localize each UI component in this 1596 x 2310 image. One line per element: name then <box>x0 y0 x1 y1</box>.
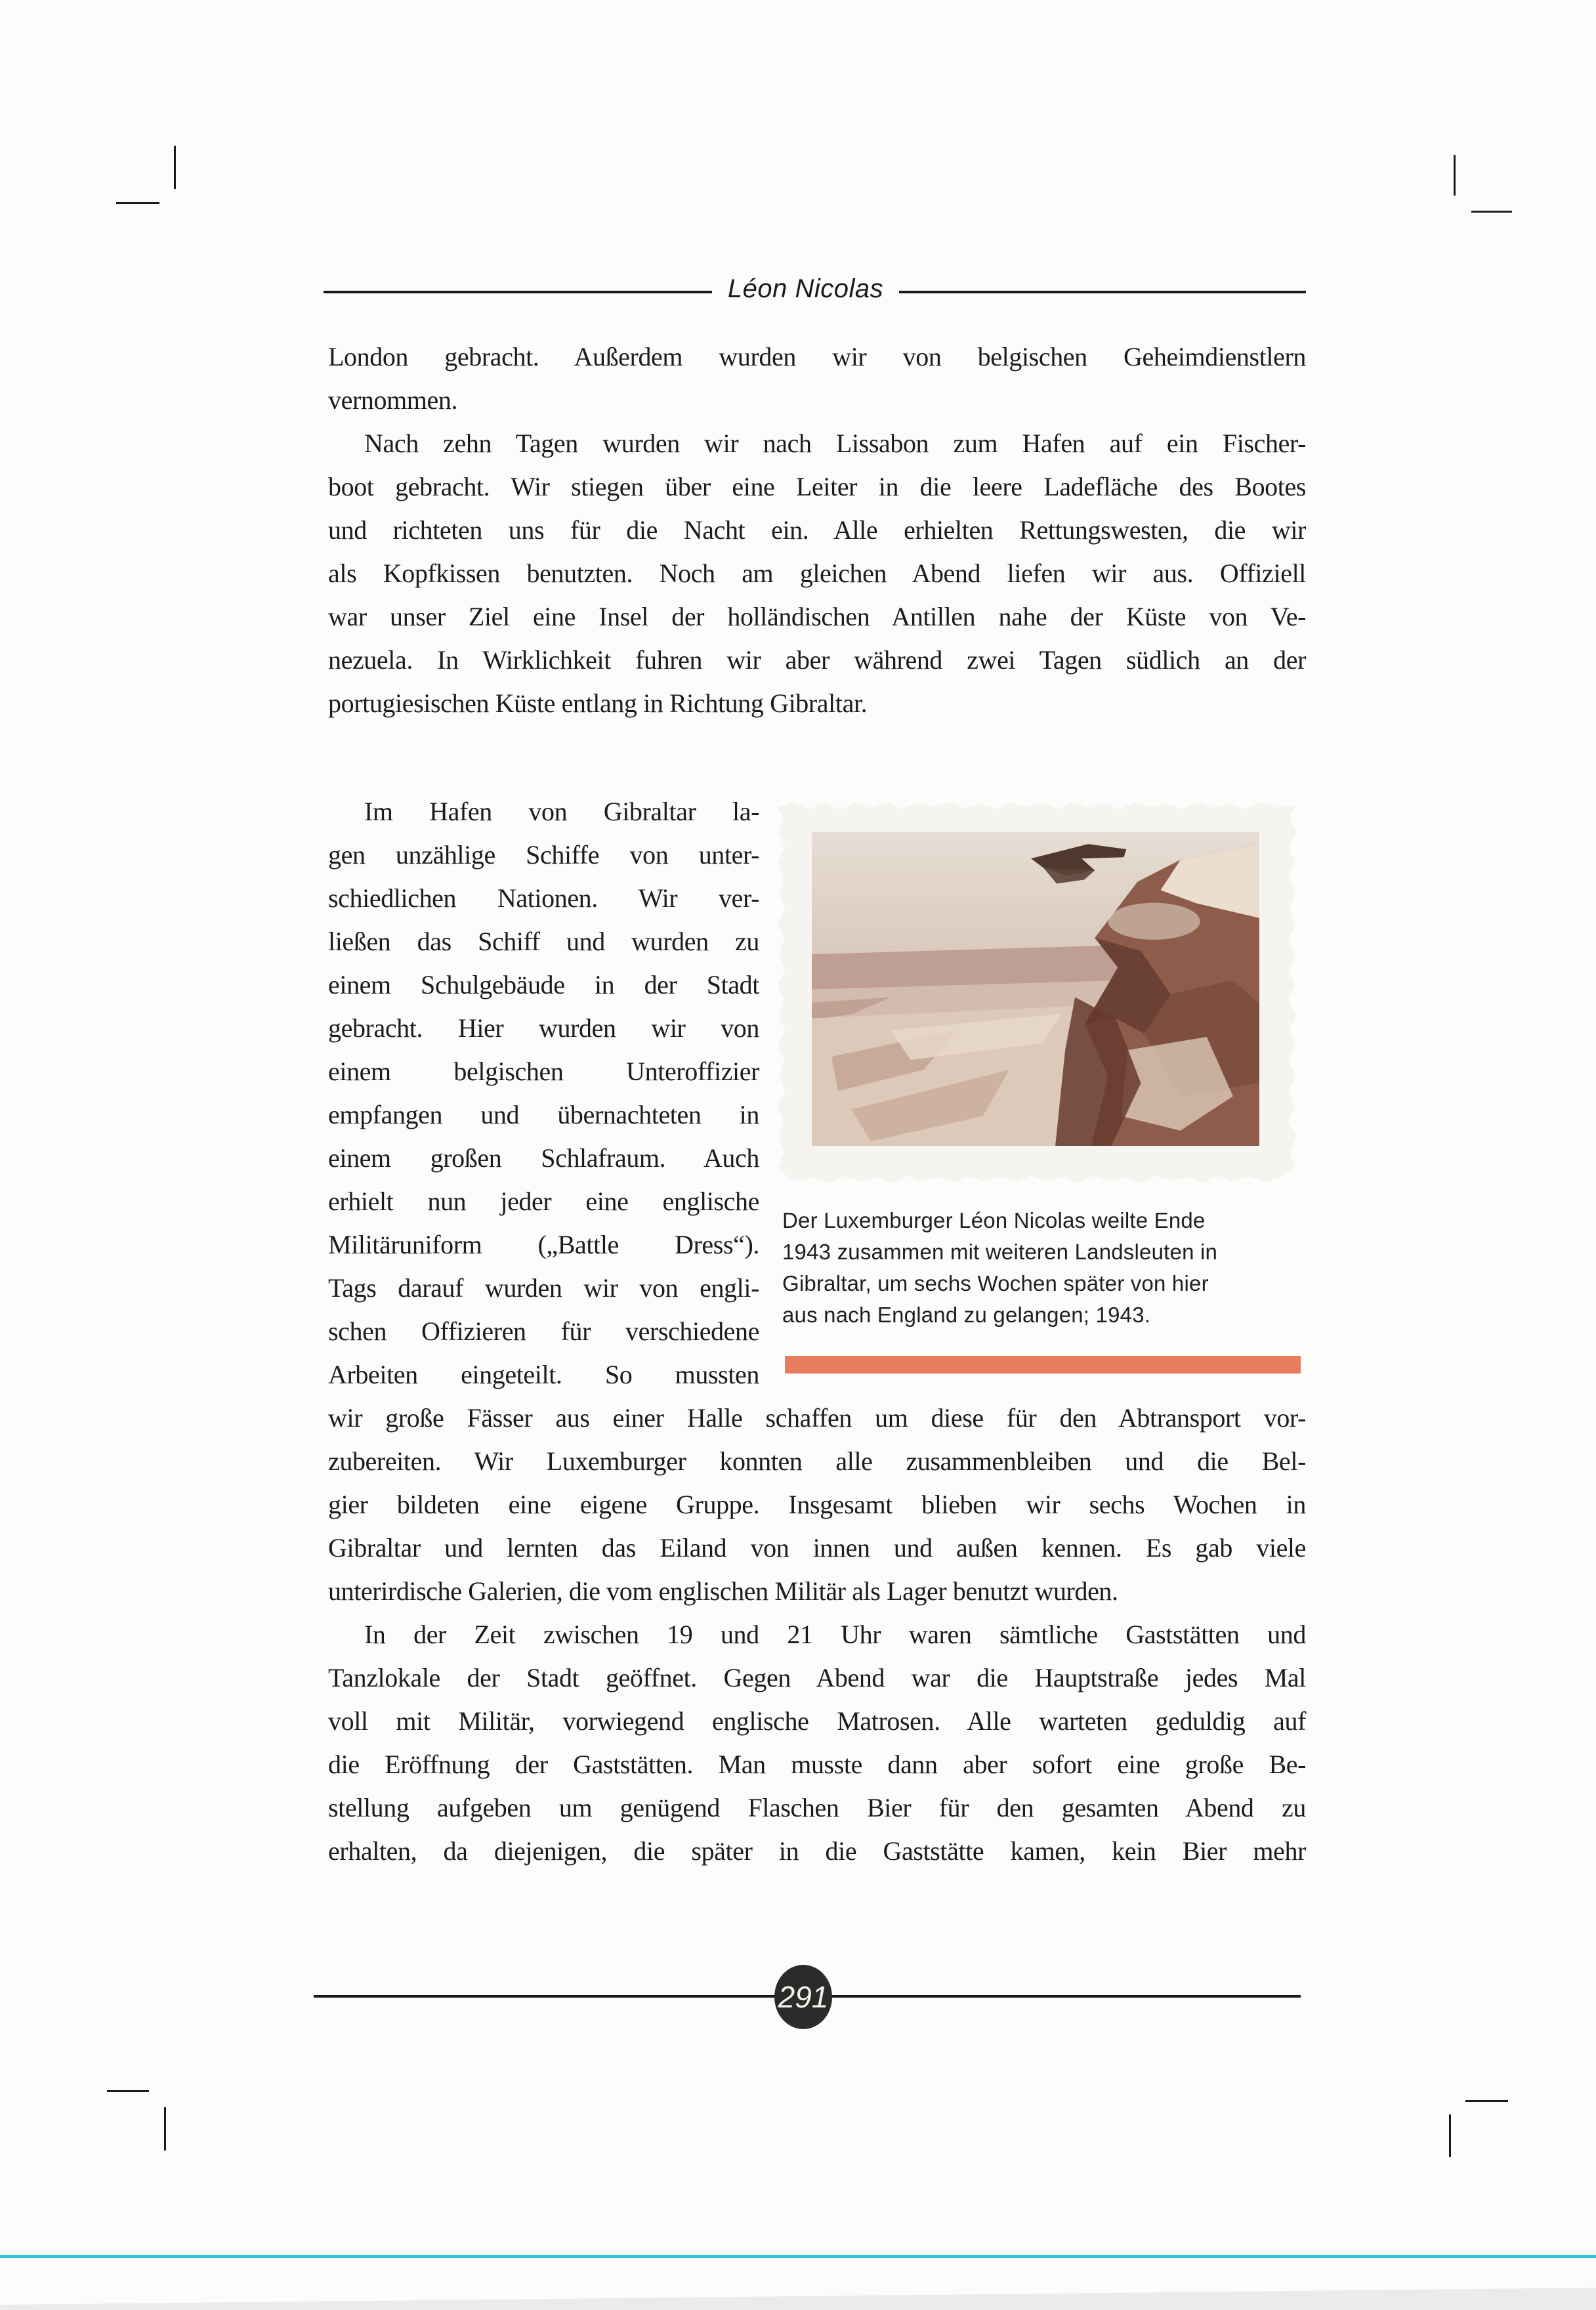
text-line: gen unzählige Schiffe von unter- <box>328 840 759 870</box>
caption-line: aus nach England zu gelangen; 1943. <box>782 1303 1151 1327</box>
text-line: unterirdische Galerien, die vom englischen Militär als Lager benutzt wurden. <box>328 1576 1118 1606</box>
text-line: einem belgischen Unteroffizier <box>328 1057 759 1086</box>
photo-frame <box>778 802 1296 1183</box>
crop-mark-bottom-left-vertical <box>164 2107 166 2151</box>
text-line: nezuela. In Wirklichkeit fuhren wir aber während zwei Tagen südlich an der <box>328 645 1306 675</box>
text-line: Arbeiten eingeteilt. So mussten <box>328 1360 759 1389</box>
crop-mark-bottom-right-vertical <box>1449 2114 1451 2157</box>
gibraltar-photo <box>812 832 1259 1146</box>
text-line: einem Schulgebäude in der Stadt <box>328 970 759 999</box>
text-line: schen Offizieren für verschiedene <box>328 1316 759 1346</box>
text-line: erhalten, da diejenigen, die später in die Gaststätte kamen, kein Bier mehr <box>328 1836 1306 1866</box>
text-line: In der Zeit zwischen 19 und 21 Uhr waren sämtliche Gaststätten und <box>364 1620 1306 1649</box>
text-line: erhielt nun jeder eine englische <box>328 1186 759 1216</box>
text-line: einem großen Schlafraum. Auch <box>328 1143 759 1173</box>
text-line: stellung aufgeben um genügend Flaschen Bier für den gesamten Abend zu <box>328 1793 1306 1822</box>
paragraph-4 <box>328 1613 1306 1873</box>
caption-line: Gibraltar, um sechs Wochen später von hier <box>782 1271 1209 1295</box>
crop-mark-bottom-left-horizontal <box>107 2090 149 2092</box>
paragraph-3-column <box>328 790 759 1396</box>
caption-line: 1943 zusammen mit weiteren Landsleuten in <box>782 1240 1218 1264</box>
text-line: war unser Ziel eine Insel der holländischen Antillen nahe der Küste von Ve- <box>328 602 1306 631</box>
text-line: Tags darauf wurden wir von engli- <box>328 1273 759 1303</box>
text-line: die Eröffnung der Gaststätten. Man musste dann aber sofort eine große Be- <box>328 1750 1306 1779</box>
accent-bar <box>785 1356 1301 1374</box>
page-number-badge <box>774 1965 832 2029</box>
text-line: ließen das Schiff und wurden zu <box>328 927 759 956</box>
header-rule-right <box>899 291 1306 293</box>
caption-line: Der Luxemburger Léon Nicolas weilte Ende <box>782 1208 1206 1232</box>
photo-haze <box>1108 903 1200 940</box>
header-rule-left <box>324 291 712 293</box>
footer-rule-left <box>314 1995 776 1998</box>
text-line: London gebracht. Außerdem wurden wir von belgischen Geheimdienstlern <box>328 342 1306 371</box>
scan-edge-shadow <box>0 2277 1596 2310</box>
text-line: Im Hafen von Gibraltar la- <box>364 797 759 826</box>
paragraph-1 <box>328 335 1306 422</box>
text-line: schiedlichen Nationen. Wir ver- <box>328 883 759 913</box>
text-line: voll mit Militär, vorwiegend englische Matrosen. Alle warteten geduldig auf <box>328 1706 1306 1736</box>
paragraph-2 <box>328 422 1306 725</box>
text-line: Tanzlokale der Stadt geöffnet. Gegen Abend war die Hauptstraße jedes Mal <box>328 1663 1306 1692</box>
text-line: Nach zehn Tagen wurden wir nach Lissabon zum Hafen auf ein Fischer- <box>364 429 1306 458</box>
crop-mark-top-right-horizontal <box>1471 211 1512 213</box>
page-number: 291 <box>778 1980 829 2014</box>
text-line: vernommen. <box>328 385 458 415</box>
text-line: portugiesischen Küste entlang in Richtung Gibraltar. <box>328 688 868 718</box>
text-line: als Kopfkissen benutzten. Noch am gleichen Abend liefen wir aus. Offiziell <box>328 558 1306 588</box>
photo-scene <box>812 832 1259 1146</box>
text-line: gier bildeten eine eigene Gruppe. Insgesamt blieben wir sechs Wochen in <box>328 1490 1306 1519</box>
photo-caption <box>782 1205 1281 1331</box>
crop-mark-top-left-vertical <box>174 146 176 189</box>
paragraph-3-full-width <box>328 1396 1306 1613</box>
text-line: und richteten uns für die Nacht ein. Alle erhielten Rettungswesten, die wir <box>328 515 1306 545</box>
page-header-title: Léon Nicolas <box>727 274 884 303</box>
scan-cyan-line <box>0 2255 1596 2258</box>
crop-mark-bottom-right-horizontal <box>1465 2100 1508 2102</box>
text-line: Gibraltar und lernten das Eiland von innen und außen kennen. Es gab viele <box>328 1533 1306 1563</box>
crop-mark-top-left-horizontal <box>116 202 159 204</box>
text-line: empfangen und übernachteten in <box>328 1100 759 1129</box>
text-line: zubereiten. Wir Luxemburger konnten alle zusammenbleiben und die Bel- <box>328 1446 1306 1476</box>
footer-rule-right <box>831 1995 1301 1998</box>
text-line: Militäruniform („Battle Dress“). <box>328 1230 759 1259</box>
crop-mark-top-right-vertical <box>1454 155 1456 196</box>
text-line: gebracht. Hier wurden wir von <box>328 1013 759 1043</box>
text-line: wir große Fässer aus einer Halle schaffen um diese für den Abtransport vor- <box>328 1403 1306 1433</box>
text-line: boot gebracht. Wir stiegen über eine Leiter in die leere Ladefläche des Bootes <box>328 472 1306 501</box>
